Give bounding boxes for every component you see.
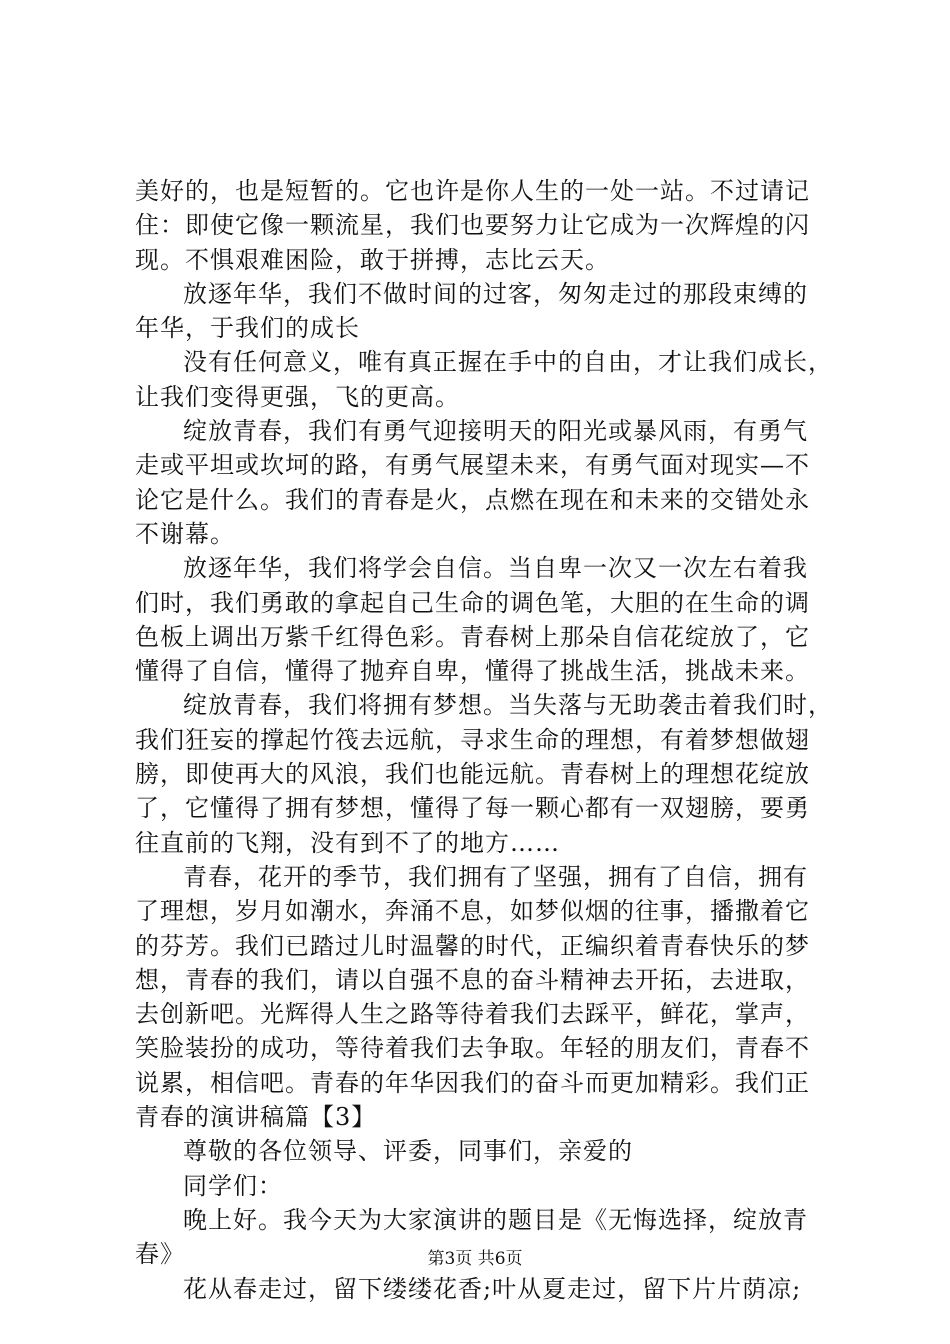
text-line: 春》: [135, 1240, 185, 1269]
text-line: 绽放青春，我们将拥有梦想。当失落与无助袭击着我们时，: [183, 691, 833, 720]
text-line: 绽放青春，我们有勇气迎接明天的阳光或暴风雨，有勇气: [183, 417, 808, 446]
text-line: 了，它懂得了拥有梦想，懂得了每一颗心都有一双翅膀，要勇: [135, 794, 810, 823]
text-line: 去创新吧。光辉得人生之路等待着我们去踩平，鲜花，掌声，: [135, 1000, 810, 1029]
text-line: 年华，于我们的成长: [135, 314, 360, 343]
text-line: 现。不惧艰难困险，敢于拼搏，志比云天。: [135, 245, 610, 274]
text-line: 我们狂妄的撑起竹筏去远航，寻求生命的理想，有着梦想做翅: [135, 725, 810, 754]
text-line: 的芬芳。我们已踏过儿时温馨的时代，正编织着青春快乐的梦: [135, 931, 810, 960]
text-line: 尊敬的各位领导、评委，同事们，亲爱的: [183, 1137, 633, 1166]
text-line: 论它是什么。我们的青春是火，点燃在现在和未来的交错处永: [135, 485, 810, 514]
text-line: 了理想，岁月如潮水，奔涌不息，如梦似烟的往事，播撒着它: [135, 897, 810, 926]
text-line: 美好的，也是短暂的。它也许是你人生的一处一站。不过请记: [135, 177, 810, 205]
text-line: 放逐年华，我们将学会自信。当自卑一次又一次左右着我: [183, 554, 808, 583]
text-line: 不谢幕。: [135, 519, 235, 548]
text-line: 们时，我们勇敢的拿起自己生命的调色笔，大胆的在生命的调: [135, 588, 810, 617]
text-line: 笑脸装扮的成功，等待着我们去争取。年轻的朋友们，青春不: [135, 1034, 810, 1063]
text-line: 走或平坦或坎坷的路，有勇气展望未来，有勇气面对现实—不: [135, 451, 810, 480]
text-line: 青春的演讲稿篇【3】: [135, 1103, 377, 1132]
text-line: 往直前的飞翔，没有到不了的地方……: [135, 828, 560, 857]
text-line: 让我们变得更强，飞的更高。: [135, 382, 460, 411]
text-line: 青春，花开的季节，我们拥有了坚强，拥有了自信，拥有: [183, 862, 808, 891]
body-text: [135, 174, 851, 1306]
text-line: 同学们：: [183, 1171, 283, 1200]
text-line: 懂得了自信，懂得了抛弃自卑，懂得了挑战生活，挑战未来。: [135, 657, 810, 686]
text-line: 想，青春的我们，请以自强不息的奋斗精神去开拓，去进取，: [135, 965, 810, 994]
text-line: 说累，相信吧。青春的年华因我们的奋斗而更加精彩。我们正: [135, 1068, 810, 1097]
text-line: 放逐年华，我们不做时间的过客，匆匆走过的那段束缚的: [183, 279, 808, 308]
text-line: 色板上调出万紫千红得色彩。青春树上那朵自信花绽放了，它: [135, 622, 810, 651]
text-line: 花从春走过，留下缕缕花香;叶从夏走过，留下片片荫凉;: [183, 1274, 802, 1303]
text-line: 膀，即使再大的风浪，我们也能远航。青春树上的理想花绽放: [135, 760, 810, 789]
text-line: 住：即使它像一颗流星，我们也要努力让它成为一次辉煌的闪: [135, 211, 810, 240]
text-line: 晚上好。我今天为大家演讲的题目是《无悔选择，绽放青: [183, 1205, 808, 1234]
text-line: 没有任何意义，唯有真正握在手中的自由，才让我们成长，: [183, 348, 833, 377]
page-footer: 第3页 共6页: [427, 1249, 523, 1269]
